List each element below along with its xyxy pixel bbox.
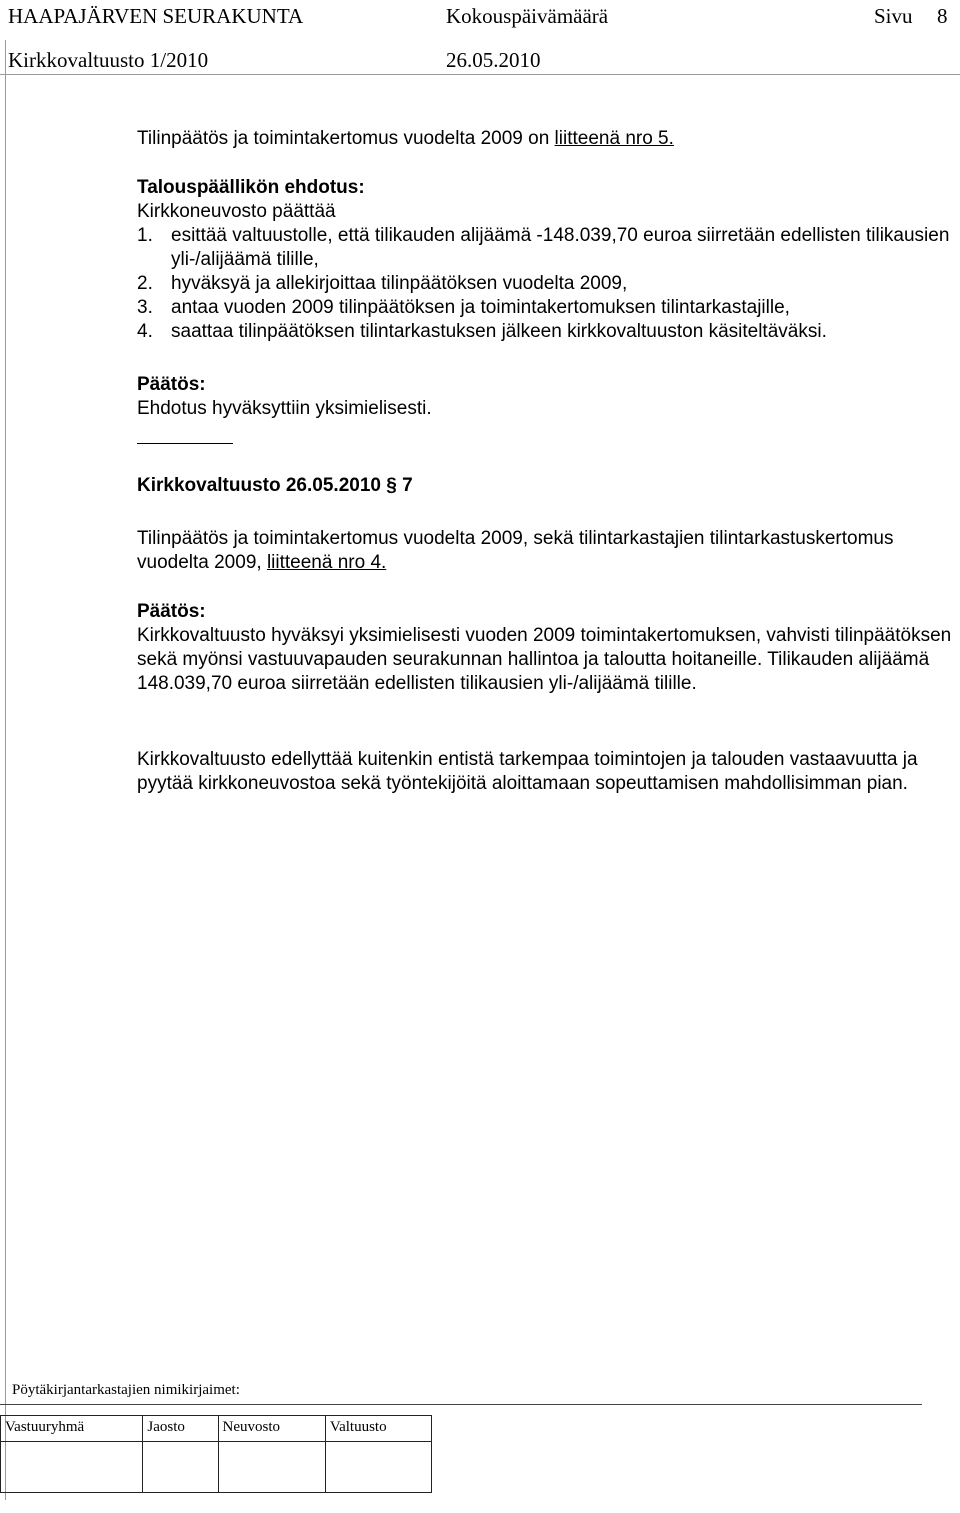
- section-divider: [137, 443, 233, 444]
- section-intro-text: Tilinpäätös ja toimintakertomus vuodelta 2009, sekä tilintarkastajien tilintarkastuskertomus vuodelta 2009,: [137, 528, 894, 573]
- signature-column-header: Valtuusto: [325, 1416, 431, 1442]
- header-divider: [0, 74, 960, 75]
- attachment-note-text: Tilinpäätös ja toimintakertomus vuodelta 2009 on: [137, 128, 555, 149]
- signature-cell[interactable]: [143, 1442, 218, 1493]
- proposal-item: [137, 296, 952, 320]
- proposal-item-number: 4.: [137, 321, 153, 342]
- header-meeting-date-label: Kokouspäivämäärä: [446, 4, 609, 28]
- decision-block-2: [137, 600, 952, 696]
- section-heading: [137, 474, 952, 498]
- proposal-block: [137, 176, 952, 344]
- closing-text: Kirkkovaltuusto edellyttää kuitenkin entistä tarkempaa toimintojen ja talouden vastaavuutta ja pyytää kirkkoneuvostoa sekä työntekijöitä aloittamaan sopeuttamisen mahdollisimman pian.: [137, 749, 918, 794]
- proposal-item-text: hyväksyä ja allekirjoittaa tilinpäätöksen vuodelta 2009,: [171, 273, 628, 294]
- header-document-id: Kirkkovaltuusto 1/2010: [8, 48, 209, 72]
- signature-header-row: [1, 1416, 432, 1442]
- signature-cell[interactable]: [218, 1442, 325, 1493]
- attachment-link[interactable]: liitteenä nro 5.: [554, 128, 674, 149]
- closing-paragraph: [137, 748, 952, 796]
- proposal-item-number: 1.: [137, 225, 153, 246]
- signature-column-header: Vastuuryhmä: [1, 1416, 143, 1442]
- proposal-lead: Kirkkoneuvosto päättää: [137, 201, 336, 222]
- decision-text: Ehdotus hyväksyttiin yksimielisesti.: [137, 398, 432, 419]
- proposal-item: [137, 224, 952, 272]
- decision-text: Kirkkovaltuusto hyväksyi yksimielisesti vuoden 2009 toimintakertomuksen, vahvisti tilinpäätöksen sekä myönsi vastuuvapauden seurakunnan hallintoa ja taloutta hoitaneille. Tilikauden alijäämä 148.039,70 euroa siirretään edellisten tilikausien yli-/alijäämä tilille.: [137, 625, 952, 694]
- footer-divider: [0, 1404, 922, 1405]
- signature-column-header: Jaosto: [143, 1416, 218, 1442]
- signature-column-header: Neuvosto: [218, 1416, 325, 1442]
- header-organization: HAAPAJÄRVEN SEURAKUNTA: [8, 4, 304, 28]
- proposal-heading: Talouspäällikön ehdotus:: [137, 177, 365, 198]
- section-symbol: §: [386, 475, 397, 496]
- proposal-item: [137, 320, 952, 344]
- proposal-item-text: antaa vuoden 2009 tilinpäätöksen ja toimintakertomuksen tilintarkastajille,: [171, 297, 790, 318]
- decision-block-1: [137, 373, 952, 421]
- proposal-item-number: 2.: [137, 273, 153, 294]
- header-page-label: Sivu: [874, 4, 913, 28]
- proposal-item-number: 3.: [137, 297, 153, 318]
- signature-value-row: [1, 1442, 432, 1493]
- signature-table: [0, 1415, 432, 1493]
- attachment-link[interactable]: liitteenä nro 4.: [266, 552, 387, 573]
- page-left-margin-line: [5, 40, 6, 1500]
- header-meeting-date: 26.05.2010: [446, 48, 541, 72]
- section-intro: [137, 527, 952, 575]
- signature-cell[interactable]: [325, 1442, 431, 1493]
- proposal-item: [137, 272, 952, 296]
- decision-heading: Päätös:: [137, 374, 206, 395]
- decision-heading: Päätös:: [137, 601, 206, 622]
- signature-cell[interactable]: [1, 1442, 143, 1493]
- section-number: 7: [402, 475, 413, 496]
- proposal-item-text: saattaa tilinpäätöksen tilintarkastuksen jälkeen kirkkovaltuuston käsiteltäväksi.: [171, 321, 827, 342]
- signatures-label: Pöytäkirjantarkastajien nimikirjaimet:: [12, 1382, 240, 1398]
- section-heading-body: Kirkkovaltuusto 26.05.2010: [137, 475, 381, 496]
- header-page-number: 8: [937, 4, 948, 28]
- proposal-list: [137, 224, 952, 344]
- attachment-note: [137, 127, 952, 151]
- proposal-item-text: esittää valtuustolle, että tilikauden alijäämä -148.039,70 euroa siirretään edellisten tilikausien yli-/alijäämä tilille,: [171, 225, 950, 270]
